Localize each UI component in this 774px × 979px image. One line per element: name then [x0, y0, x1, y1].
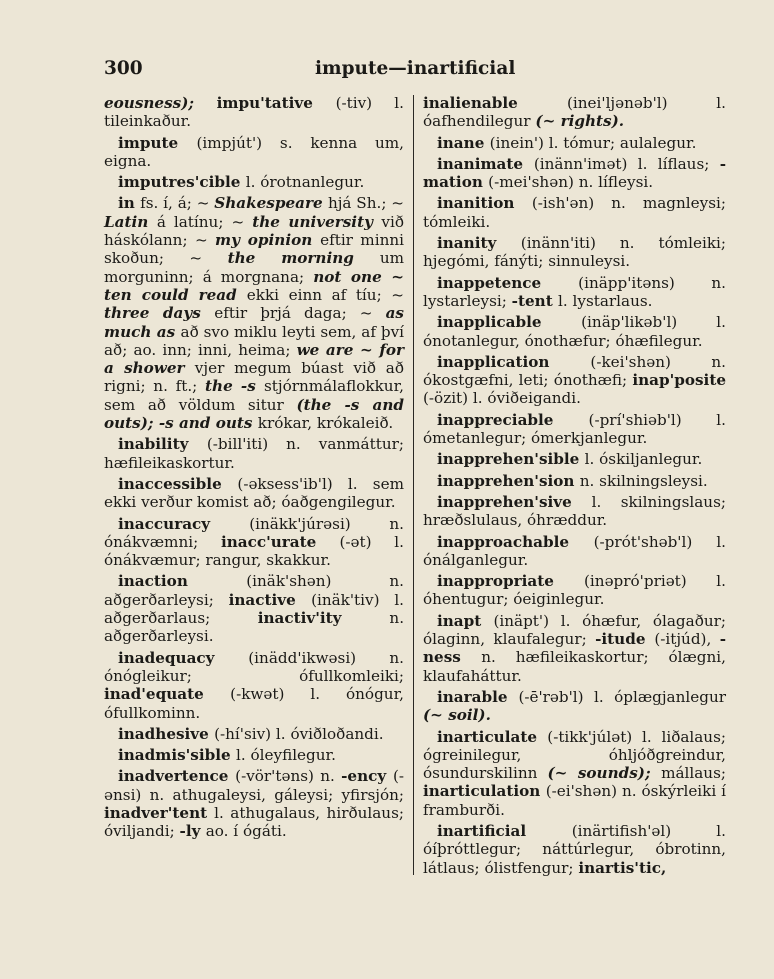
- headword: inaccessible: [118, 474, 238, 493]
- headword: inability: [118, 435, 207, 454]
- dictionary-entry: [423, 688, 726, 725]
- definition-text: (inäk'tiv) l. aðgerðarlaus;: [104, 590, 405, 628]
- dictionary-entry: [423, 533, 726, 570]
- headword: inapplication: [437, 352, 591, 371]
- headword: inarticulation: [423, 782, 546, 801]
- dictionary-entry: [104, 134, 404, 171]
- headword: inapplicable: [437, 313, 582, 332]
- definition-text: (-əksess'ib'l) l. sem ekki verður komist að; óaðgengilegur.: [104, 474, 404, 512]
- page-title: impute—inartificial: [315, 58, 516, 79]
- example-phrase: (~ rights).: [535, 112, 625, 131]
- dictionary-entry: [104, 173, 404, 191]
- definition-text: l. óleyfilegur.: [235, 746, 336, 765]
- definition-text: (-bill'iti) n. vanmáttur; hæfileikaskortur.: [104, 435, 404, 472]
- definition-text: (impjút') s. kenna um, eigna.: [104, 133, 404, 170]
- definition-text: (-vör'təns) n.: [235, 767, 342, 786]
- definition-text: (-ənsi) n. athugaleysi, gáleysi; yfirsjón;: [104, 767, 405, 804]
- dictionary-entry: [423, 274, 726, 311]
- headword: inarable: [437, 687, 519, 706]
- headword: inadequacy: [118, 648, 249, 667]
- definition-text: að svo miklu leyti sem, af því að; ao. inn; inni, heima;: [104, 322, 405, 359]
- example-phrase: Shakespeare: [214, 194, 328, 213]
- dictionary-entry: [104, 725, 404, 743]
- dictionary-entry: [423, 450, 726, 468]
- definition-text: l. skilningslaus; hræðslulaus, óhræddur.: [423, 492, 726, 530]
- headword: inad'equate: [104, 685, 231, 704]
- headword: inanity: [437, 234, 521, 253]
- example-phrase: as much as: [104, 304, 404, 341]
- example-phrase: the university: [252, 212, 382, 231]
- example-phrase: (~ soil).: [423, 706, 491, 725]
- definition-text: (inänn'iti) n. tómleiki; hjegómi, fánýti; sinnuleysi.: [423, 234, 726, 271]
- definition-text: (-ish'ən) n. magnleysi; tómleiki.: [423, 194, 726, 231]
- definition-text: (-tiv) l. tileinkaður.: [104, 94, 404, 131]
- definition-text: mállaus;: [661, 764, 726, 783]
- headword: inarticulate: [437, 727, 548, 746]
- definition-text: (inäpt') l. óhæfur, ólagaður; ólaginn, klaufalegur;: [423, 611, 726, 649]
- dictionary-entry: [104, 649, 404, 722]
- headword: inactive: [228, 590, 312, 609]
- headword: inapt: [437, 611, 494, 630]
- definition-text: l. óskiljanlegur.: [584, 450, 703, 469]
- headword: inanimate: [437, 154, 534, 173]
- headword: inapprehen'sion: [437, 471, 580, 490]
- example-phrase: the morning: [227, 249, 380, 268]
- definition-text: (-ət) l. ónákvæmur; rangur, skakkur.: [104, 532, 404, 570]
- dictionary-entry: [423, 493, 726, 530]
- dictionary-entry: [423, 411, 726, 448]
- dictionary-entry: [104, 435, 404, 472]
- headword: inaction: [118, 572, 247, 591]
- dictionary-entry: [423, 612, 726, 685]
- page-number: 300: [104, 58, 143, 79]
- dictionary-entry: [104, 767, 404, 840]
- definition-text: l. lystarlaus.: [558, 291, 653, 310]
- headword: imputres'cible: [118, 173, 246, 192]
- definition-text: hjá Sh.; ~: [327, 194, 404, 213]
- right-column: [423, 94, 726, 880]
- definition-text: (-hí'siv) l. óviðloðandi.: [214, 724, 384, 743]
- definition-text: (-özit) l. óviðeigandi.: [423, 389, 581, 408]
- dictionary-entry: [423, 572, 726, 609]
- column-divider: [413, 95, 414, 875]
- dictionary-entry: [423, 822, 726, 877]
- example-phrase: three days: [104, 304, 215, 323]
- definition-text: við háskólann; ~: [104, 212, 404, 250]
- definition-text: (inäp'likəb'l) l. ónotanlegur, ónothæfur; óhæfilegur.: [423, 313, 726, 350]
- headword: -mation: [423, 154, 726, 192]
- definition-text: ao. í ógáti.: [205, 822, 287, 841]
- headword: inapprehen'sive: [437, 492, 592, 511]
- headword: inalienable: [423, 94, 567, 112]
- dictionary-entry: [423, 472, 726, 490]
- headword: inanition: [437, 194, 532, 213]
- example-phrase: my opinion: [215, 231, 321, 250]
- definition-text: (-prí'shiəb'l) l. ómetanlegur; ómerkjanlegur.: [423, 410, 726, 448]
- example-phrase: (~ sounds);: [547, 764, 662, 783]
- headword: -ness: [423, 630, 726, 667]
- definition-text: (inädd'ikwəsi) n. ónógleikur; ófullkomleiki;: [104, 648, 404, 685]
- example-phrase: Latin: [104, 212, 157, 231]
- dictionary-entry: [423, 313, 726, 350]
- definition-text: (inärtifish'əl) l. óíþróttlegur; náttúrlegur, óbrotinn, látlaus; ólistfengur;: [423, 821, 726, 877]
- dictionary-entry: [104, 94, 404, 131]
- definition-text: (-ē'rəb'l) l. óplægjanlegur: [518, 687, 726, 706]
- example-phrase: not one ~ ten could read: [104, 267, 405, 304]
- headword: inappropriate: [437, 572, 584, 591]
- example-phrase: the -s: [205, 377, 264, 396]
- definition-text: (inäkk'júrəsi) n. ónákvæmni;: [104, 514, 404, 551]
- dictionary-entry: [104, 194, 404, 432]
- definition-text: á latínu; ~: [156, 212, 253, 231]
- definition-text: (inäk'shən) n. aðgerðarleysi;: [104, 572, 404, 609]
- headword: -itude: [595, 630, 655, 649]
- definition-text: ekki einn af tíu; ~: [246, 285, 404, 304]
- definition-text: um morguninn; á morgnana;: [104, 249, 404, 286]
- definition-text: (inəpró'priət) l. óhentugur; óeiginlegur.: [423, 572, 726, 609]
- headword: -ency: [341, 767, 393, 786]
- definition-text: eftir minni skoðun; ~: [104, 231, 404, 268]
- dictionary-entry: [104, 515, 404, 570]
- headword: inacc'urate: [220, 532, 340, 551]
- dictionary-entry: [423, 155, 726, 192]
- definition-text: l. athugalaus, hirðulaus; óviljandi;: [104, 803, 404, 841]
- headword: -ly: [179, 822, 206, 841]
- definition-text: stjórnmálaflokkur, sem að völdum situr: [104, 377, 405, 414]
- headword: inartis'tic,: [578, 858, 667, 877]
- definition-text: n. aðgerðarleysi.: [104, 609, 405, 646]
- dictionary-entry: [423, 728, 726, 819]
- headword: inapprehen'sible: [437, 450, 585, 469]
- dictionary-entry: [423, 134, 726, 152]
- definition-text: krókar, krókaleið.: [257, 414, 394, 433]
- definition-text: (inäpp'itəns) n. lystarleysi;: [423, 273, 726, 310]
- headword: inaccuracy: [118, 514, 250, 533]
- definition-text: vjer megum búast við að rigni; n. ft.;: [104, 359, 404, 396]
- definition-text: eftir þrjá daga; ~: [214, 304, 386, 323]
- example-phrase: (the -s and outs); -s and outs: [104, 395, 404, 433]
- definition-text: (-tikk'júlət) l. liðalaus; ógreinilegur, óhljóðgreindur, ósundurskilinn: [423, 727, 726, 783]
- headword: in: [118, 194, 141, 213]
- headword: inapproachable: [437, 532, 594, 551]
- headword: inane: [437, 133, 490, 152]
- headword: inadmis'sible: [118, 746, 236, 765]
- headword: inappetence: [437, 273, 579, 292]
- headword: impu'tative: [216, 94, 336, 112]
- definition-text: (-kwət) l. ónógur, ófullkominn.: [104, 685, 404, 722]
- page-header: [0, 58, 774, 82]
- left-column: [104, 94, 404, 844]
- definition-text: (-ei'shən) n. óskýrleiki í framburði.: [423, 782, 726, 819]
- dictionary-entry: [423, 234, 726, 271]
- headword: inadvertence: [118, 767, 236, 786]
- headword: impute: [118, 133, 197, 152]
- dictionary-entry: [104, 572, 404, 645]
- example-phrase: eousness);: [104, 94, 217, 112]
- definition-text: (inei'ljənəb'l) l. óafhendilegur: [423, 94, 726, 131]
- headword: -tent: [511, 291, 558, 310]
- dictionary-entry: [423, 94, 726, 131]
- definition-text: n. skilningsleysi.: [579, 471, 708, 490]
- definition-text: (inein') l. tómur; aulalegur.: [489, 133, 697, 152]
- headword: inap'posite: [632, 371, 726, 390]
- dictionary-entry: [423, 353, 726, 408]
- dictionary-entry: [423, 194, 726, 231]
- headword: inappreciable: [437, 410, 589, 429]
- dictionary-entry: [104, 746, 404, 764]
- headword: inactiv'ity: [257, 609, 390, 628]
- definition-text: (-kei'shən) n. ókostgæfni, leti; ónothæfi;: [423, 352, 726, 390]
- dictionary-entry: [104, 475, 404, 512]
- definition-text: n. hæfileikaskortur; ólægni, klaufaháttur.: [423, 648, 726, 685]
- example-phrase: we are ~ for a shower: [104, 340, 404, 378]
- definition-text: (inänn'imət) l. líflaus;: [533, 154, 720, 173]
- definition-text: l. órotnanlegur.: [245, 173, 365, 192]
- definition-text: (-mei'shən) n. lífleysi.: [488, 173, 654, 192]
- headword: inadhesive: [118, 724, 215, 743]
- headword: inartificial: [437, 821, 572, 840]
- definition-text: fs. í, á; ~: [140, 194, 215, 213]
- definition-text: (-prót'shəb'l) l. ónálganlegur.: [423, 532, 726, 569]
- headword: inadver'tent: [104, 803, 215, 822]
- definition-text: (-itjúd),: [654, 630, 720, 649]
